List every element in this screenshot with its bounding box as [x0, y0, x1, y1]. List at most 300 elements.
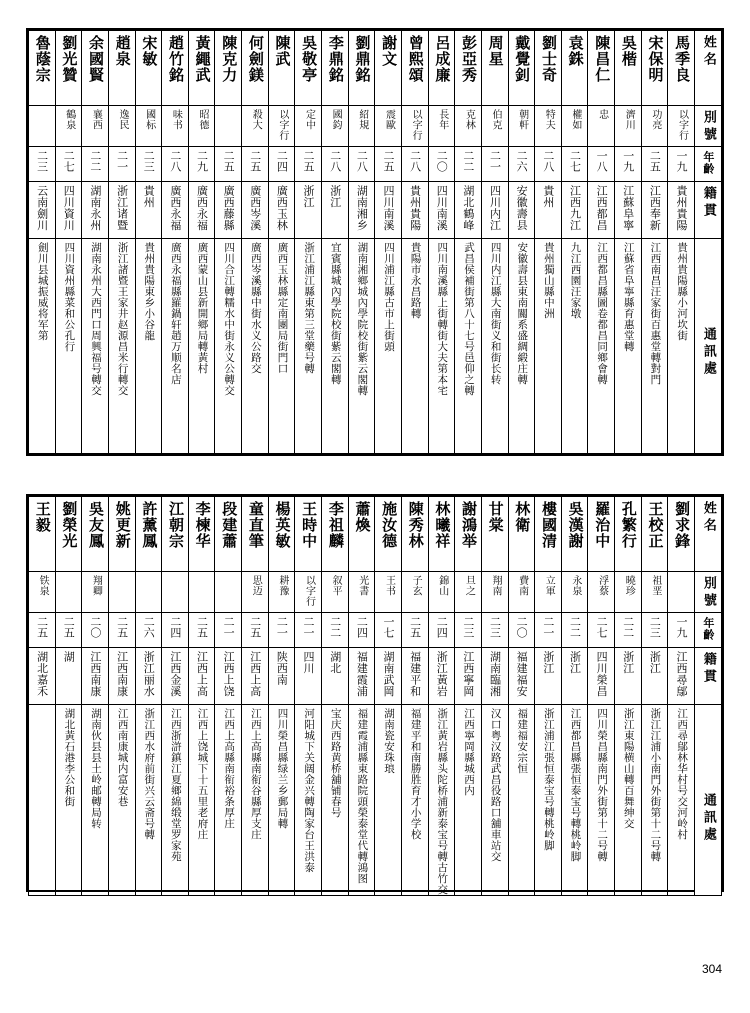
age-text: 二〇 [435, 150, 449, 172]
cell-name [82, 497, 109, 572]
address-text: 武昌侯補街第八十七号邑仰之轉 [462, 242, 475, 396]
cell-native [588, 648, 615, 705]
cell-alias [242, 106, 269, 147]
address-text: 福建霞浦縣東路院頭榮泰堂代轉鴻图 [356, 708, 369, 884]
cell-name [455, 497, 482, 572]
cell-address [29, 239, 56, 454]
cell-native [322, 648, 349, 705]
registry-table-body [29, 497, 722, 896]
age-text: 一九 [675, 616, 689, 638]
cell-native [615, 648, 642, 705]
cell-name [188, 31, 215, 106]
address-text: 河阳城下关阔金兴轉陶家台王洪泰 [303, 708, 316, 873]
cell-address [481, 239, 508, 454]
cell-address [242, 705, 269, 896]
cell-age [295, 147, 322, 182]
cell-address [455, 705, 482, 896]
name-text: 袁銖 [566, 35, 585, 67]
cell-native [135, 648, 162, 705]
cell-age [55, 147, 82, 182]
alias-text: 克林 [463, 109, 475, 130]
age-text: 二三 [461, 616, 475, 638]
name-text: 劉鼎銘 [353, 35, 372, 83]
name-text: 謝文 [380, 35, 399, 67]
cell-name [29, 497, 56, 572]
address-text: 劍川县城振威将军第 [36, 242, 49, 341]
native-text: 江西上饶 [222, 651, 236, 697]
row-header-name [695, 497, 722, 572]
cell-age [108, 613, 135, 648]
address-text: 福建福安宗恒 [516, 708, 529, 774]
cell-native [401, 182, 428, 239]
cell-native [375, 648, 402, 705]
address-text: 浙江浦江張恒泰宝号轉桃岭脚 [542, 708, 555, 851]
alias-text: 襄西 [90, 109, 102, 130]
native-text: 江西寧岡 [461, 651, 475, 697]
native-text: 浙江 [621, 651, 635, 674]
name-text: 曾熙頌 [406, 35, 425, 83]
age-text: 二七 [62, 150, 76, 172]
cell-native [108, 648, 135, 705]
name-text: 何劍鎂 [246, 35, 265, 83]
native-text: 四川榮昌 [595, 651, 609, 697]
cell-age [348, 147, 375, 182]
cell-age [242, 147, 269, 182]
cell-alias [668, 572, 695, 613]
alias-text: 以字行 [276, 109, 288, 141]
address-text: 汉口粤汉路武昌役路口舖車站交 [489, 708, 502, 862]
row-header-age [695, 147, 722, 182]
cell-native [668, 648, 695, 705]
cell-address [188, 239, 215, 454]
native-text: 安徽壽县 [515, 185, 529, 231]
cell-alias [215, 106, 242, 147]
cell-name [668, 497, 695, 572]
address-text: 浙江江浦小南門外街第十二号轉 [649, 708, 662, 862]
address-text: 江西上饶城下十五里老府庄 [196, 708, 209, 840]
cell-address [508, 705, 535, 896]
address-text: 廣西永福縣羅鍋轩趙万顺名店 [169, 242, 182, 385]
alias-text: 思迈 [250, 575, 262, 596]
cell-native [615, 182, 642, 239]
address-text: 貴陽市永昌路轉 [409, 242, 422, 319]
alias-text: 翔南 [490, 575, 501, 596]
cell-alias [375, 106, 402, 147]
native-text: 廣西岑溪 [248, 185, 262, 231]
age-text: 二五 [408, 616, 422, 638]
age-text: 二二 [568, 616, 582, 638]
cell-alias [535, 106, 562, 147]
alias-text: 權如 [569, 109, 581, 130]
table-row [29, 239, 722, 454]
address-text: 江蘇省阜寧縣育惠堂轉 [622, 242, 635, 352]
row-header-label: 年齡 [701, 151, 715, 175]
name-text: 戴覺釗 [513, 35, 532, 83]
native-text: 江西南康 [88, 651, 102, 697]
native-text: 貴州 [142, 185, 156, 208]
cell-alias [348, 106, 375, 147]
cell-alias [55, 106, 82, 147]
age-text: 二一 [115, 150, 129, 172]
age-text: 二五 [248, 150, 262, 172]
cell-native [188, 182, 215, 239]
cell-native [82, 182, 109, 239]
cell-alias [588, 106, 615, 147]
age-text: 二〇 [88, 616, 102, 638]
address-text: 湖南湘鄉城內學院校街紫云閣轉 [356, 242, 369, 396]
cell-alias [375, 572, 402, 613]
cell-age [348, 613, 375, 648]
registry-table-top [26, 28, 724, 456]
cell-alias [481, 106, 508, 147]
row-header-label: 通訊處 [700, 327, 716, 378]
registry-table-body [29, 31, 722, 454]
cell-address [82, 705, 109, 896]
cell-native [481, 182, 508, 239]
cell-name [188, 497, 215, 572]
age-text: 二二 [328, 616, 342, 638]
cell-alias [108, 106, 135, 147]
alias-text: 祖垩 [649, 575, 661, 596]
row-header-label: 別號 [700, 110, 716, 144]
cell-age [29, 613, 56, 648]
address-text: 江西都昌縣張恒泰宝号轉桃岭脚 [569, 708, 582, 862]
name-text: 李楝华 [193, 501, 212, 549]
cell-alias [215, 572, 242, 613]
name-text: 吳楷 [619, 35, 638, 67]
cell-address [295, 705, 322, 896]
cell-age [428, 613, 455, 648]
name-text: 李祖麟 [326, 501, 345, 549]
cell-address [242, 239, 269, 454]
cell-name [348, 31, 375, 106]
row-header-address [695, 239, 722, 454]
cell-address [535, 239, 562, 454]
cell-address [348, 705, 375, 896]
cell-age [508, 147, 535, 182]
alias-text: 鶴泉 [63, 109, 75, 130]
cell-age [82, 613, 109, 648]
table-row [29, 705, 722, 896]
cell-name [55, 31, 82, 106]
alias-text: 昭德 [196, 109, 208, 130]
native-text: 江西上高 [195, 651, 209, 697]
native-text: 湖北鶴峰 [461, 185, 475, 231]
native-text: 廣西永福 [195, 185, 209, 231]
cell-alias [561, 106, 588, 147]
cell-age [162, 147, 189, 182]
age-text: 二二 [461, 150, 475, 172]
cell-name [29, 31, 56, 106]
cell-native [268, 648, 295, 705]
cell-age [561, 147, 588, 182]
age-text: 二八 [355, 150, 369, 172]
row-header-label: 姓名 [700, 501, 716, 535]
address-text: 浙江黃岩縣头陀桥浦新泰宝号轉古竹交 [436, 708, 449, 895]
age-text: 二四 [168, 616, 182, 638]
age-text: 二八 [168, 150, 182, 172]
age-text: 二三 [35, 150, 49, 172]
age-text: 一七 [381, 616, 395, 638]
cell-age [455, 147, 482, 182]
cell-name [428, 497, 455, 572]
age-text: 二一 [302, 616, 316, 638]
address-text: 安徽壽县東南關系盛綢緞庄轉 [516, 242, 529, 385]
cell-native [641, 182, 668, 239]
cell-name [401, 497, 428, 572]
alias-text: 耕豫 [276, 575, 288, 596]
age-text: 二五 [115, 616, 129, 638]
cell-address [108, 705, 135, 896]
cell-address [668, 239, 695, 454]
cell-name [428, 31, 455, 106]
native-text: 福建平和 [408, 651, 422, 697]
cell-alias [188, 106, 215, 147]
cell-native [508, 648, 535, 705]
cell-name [135, 497, 162, 572]
native-text: 江西上高 [248, 651, 262, 697]
native-text: 福建霞浦 [355, 651, 369, 697]
cell-age [375, 613, 402, 648]
alias-text: 翔卿 [90, 575, 102, 596]
native-text: 江西尋鄔 [675, 651, 689, 697]
cell-age [428, 147, 455, 182]
cell-name [108, 31, 135, 106]
name-text: 彭亞秀 [460, 35, 479, 83]
cell-name [215, 31, 242, 106]
cell-alias [455, 106, 482, 147]
cell-alias [401, 106, 428, 147]
cell-native [322, 182, 349, 239]
alias-text: 旦之 [463, 575, 475, 596]
address-text: 貴州貴陽縣小河坎街 [676, 242, 689, 341]
address-text: 宜賓縣城內學院校街紫云閣轉 [329, 242, 342, 385]
age-text: 二五 [248, 616, 262, 638]
age-text: 一八 [595, 150, 609, 172]
cell-address [641, 239, 668, 454]
table-row [29, 648, 722, 705]
cell-address [215, 705, 242, 896]
cell-native [29, 182, 56, 239]
cell-native [162, 648, 189, 705]
age-text: 二六 [142, 616, 156, 638]
cell-name [268, 497, 295, 572]
cell-address [615, 239, 642, 454]
cell-name [588, 497, 615, 572]
cell-name [295, 497, 322, 572]
cell-alias [588, 572, 615, 613]
age-text: 二一 [222, 616, 236, 638]
cell-address [375, 705, 402, 896]
cell-name [401, 31, 428, 106]
cell-alias [55, 572, 82, 613]
cell-native [215, 648, 242, 705]
age-text: 二七 [568, 150, 582, 172]
native-text: 江西九江 [568, 185, 582, 231]
cell-alias [242, 572, 269, 613]
name-text: 黃繩武 [193, 35, 212, 83]
alias-text: 伯克 [490, 109, 501, 130]
cell-name [481, 31, 508, 106]
alias-text: 以字行 [676, 109, 688, 141]
name-text: 呂成廉 [433, 35, 452, 83]
cell-alias [615, 572, 642, 613]
native-text: 江西金溪 [168, 651, 182, 697]
name-text: 王毅 [33, 501, 52, 533]
address-text: 廣西岑溪縣中街水义公路交 [249, 242, 262, 374]
cell-address [588, 705, 615, 896]
cell-address [508, 239, 535, 454]
table-row [29, 31, 722, 106]
address-text: 福建平和南勝胜育才小学校 [409, 708, 422, 840]
native-text: 四川内江 [488, 185, 502, 231]
cell-alias [29, 106, 56, 147]
cell-alias [401, 572, 428, 613]
cell-age [135, 613, 162, 648]
age-text: 二五 [222, 150, 236, 172]
alias-text: 錦山 [436, 575, 448, 596]
native-text: 貴州貴陽 [408, 185, 422, 231]
alias-text: 以字行 [303, 575, 315, 607]
cell-name [508, 497, 535, 572]
name-text: 宋敏 [140, 35, 159, 67]
cell-name [455, 31, 482, 106]
cell-address [588, 239, 615, 454]
name-text: 陳秀林 [406, 501, 425, 549]
address-text: 四川浦江縣古市上街頭 [383, 242, 396, 352]
age-text: 二一 [541, 616, 555, 638]
cell-native [348, 648, 375, 705]
native-text: 浙江诸暨 [115, 185, 129, 231]
cell-age [641, 147, 668, 182]
name-text: 林曦祥 [433, 501, 452, 549]
address-text: 四川榮昌縣绿兰乡郵局轉 [276, 708, 289, 829]
row-header-label: 籍貫 [700, 652, 716, 686]
cell-age [481, 613, 508, 648]
age-text: 二一 [275, 616, 289, 638]
cell-native [215, 182, 242, 239]
age-text: 二五 [648, 150, 662, 172]
name-text: 林衛 [513, 501, 532, 533]
native-text: 陕西南 [275, 651, 289, 686]
row-header-address [695, 705, 722, 896]
cell-native [428, 648, 455, 705]
age-text: 二四 [355, 616, 369, 638]
cell-age [322, 147, 349, 182]
alias-text: 逸民 [117, 109, 129, 130]
address-text: 江西寧岡縣城西内 [462, 708, 475, 796]
cell-name [561, 497, 588, 572]
cell-address [428, 705, 455, 896]
cell-alias [162, 106, 189, 147]
age-text: 二六 [515, 150, 529, 172]
cell-native [188, 648, 215, 705]
name-text: 余國賢 [87, 35, 106, 83]
cell-alias [508, 572, 535, 613]
row-header-label: 籍貫 [700, 186, 716, 220]
address-text: 浙江東陽横山轉百舞绅交 [622, 708, 635, 829]
alias-text: 子玄 [410, 575, 422, 596]
cell-alias [428, 106, 455, 147]
cell-native [668, 182, 695, 239]
native-text: 湖南臨湘 [488, 651, 502, 697]
alias-text: 以字行 [410, 109, 422, 141]
alias-text: 定中 [303, 109, 315, 130]
cell-native [588, 182, 615, 239]
age-text: 二〇 [515, 616, 529, 638]
cell-address [268, 239, 295, 454]
cell-name [561, 31, 588, 106]
cell-address [108, 239, 135, 454]
row-header-age [695, 613, 722, 648]
cell-name [535, 31, 562, 106]
alias-text: 國标 [143, 109, 155, 130]
address-text: 浙江諸暨王家井赵源昌米行轉交 [116, 242, 129, 396]
address-text: 湖北黃石港李公和街 [63, 708, 76, 807]
cell-age [375, 147, 402, 182]
native-text: 云南劍川 [35, 185, 49, 231]
age-text: 二五 [62, 616, 76, 638]
native-text: 四川南溪 [381, 185, 395, 231]
address-text: 江西尋鄔林华村号交河岭村 [676, 708, 689, 840]
cell-alias [82, 572, 109, 613]
name-text: 江朝宗 [166, 501, 185, 549]
cell-native [481, 648, 508, 705]
native-text: 浙江 [302, 185, 316, 208]
cell-native [641, 648, 668, 705]
age-text: 二一 [488, 150, 502, 172]
name-text: 劉求鋒 [673, 501, 692, 549]
cell-age [135, 147, 162, 182]
age-text: 二三 [648, 616, 662, 638]
cell-address [215, 239, 242, 454]
age-text: 二五 [35, 616, 49, 638]
cell-name [55, 497, 82, 572]
cell-native [455, 648, 482, 705]
cell-native [428, 182, 455, 239]
cell-age [401, 147, 428, 182]
native-text: 福建福安 [515, 651, 529, 697]
cell-native [82, 648, 109, 705]
cell-age [242, 613, 269, 648]
age-text: 二三 [488, 616, 502, 638]
address-text: 宝庆西路黄桥舖铺春号 [329, 708, 342, 818]
native-text: 四川資川 [62, 185, 76, 231]
name-text: 施汝德 [380, 501, 399, 549]
alias-text: 國鈞 [330, 109, 342, 130]
address-text: 江西上高縣南衔谷縣厚支庄 [249, 708, 262, 840]
cell-name [242, 31, 269, 106]
cell-age [615, 147, 642, 182]
address-text: 江西上高縣南衔裕条厚庄 [223, 708, 236, 829]
alias-text: 忠 [596, 109, 608, 120]
alias-text: 曉珍 [623, 575, 635, 596]
cell-name [242, 497, 269, 572]
name-text: 宋保明 [646, 35, 665, 83]
cell-name [615, 31, 642, 106]
cell-name [215, 497, 242, 572]
cell-native [455, 182, 482, 239]
cell-name [82, 31, 109, 106]
native-text: 江西都昌 [595, 185, 609, 231]
address-text: 浙江浦江縣東第三堂藥号轉 [303, 242, 316, 374]
address-text: 四川南溪縣上街轉街大夫第本宅 [436, 242, 449, 396]
alias-text: 王书 [383, 575, 395, 596]
cell-alias [29, 572, 56, 613]
registry-table [28, 496, 722, 896]
address-text: 浙江西水府前街兴云斋号轉 [143, 708, 156, 840]
name-text: 王時中 [300, 501, 319, 549]
